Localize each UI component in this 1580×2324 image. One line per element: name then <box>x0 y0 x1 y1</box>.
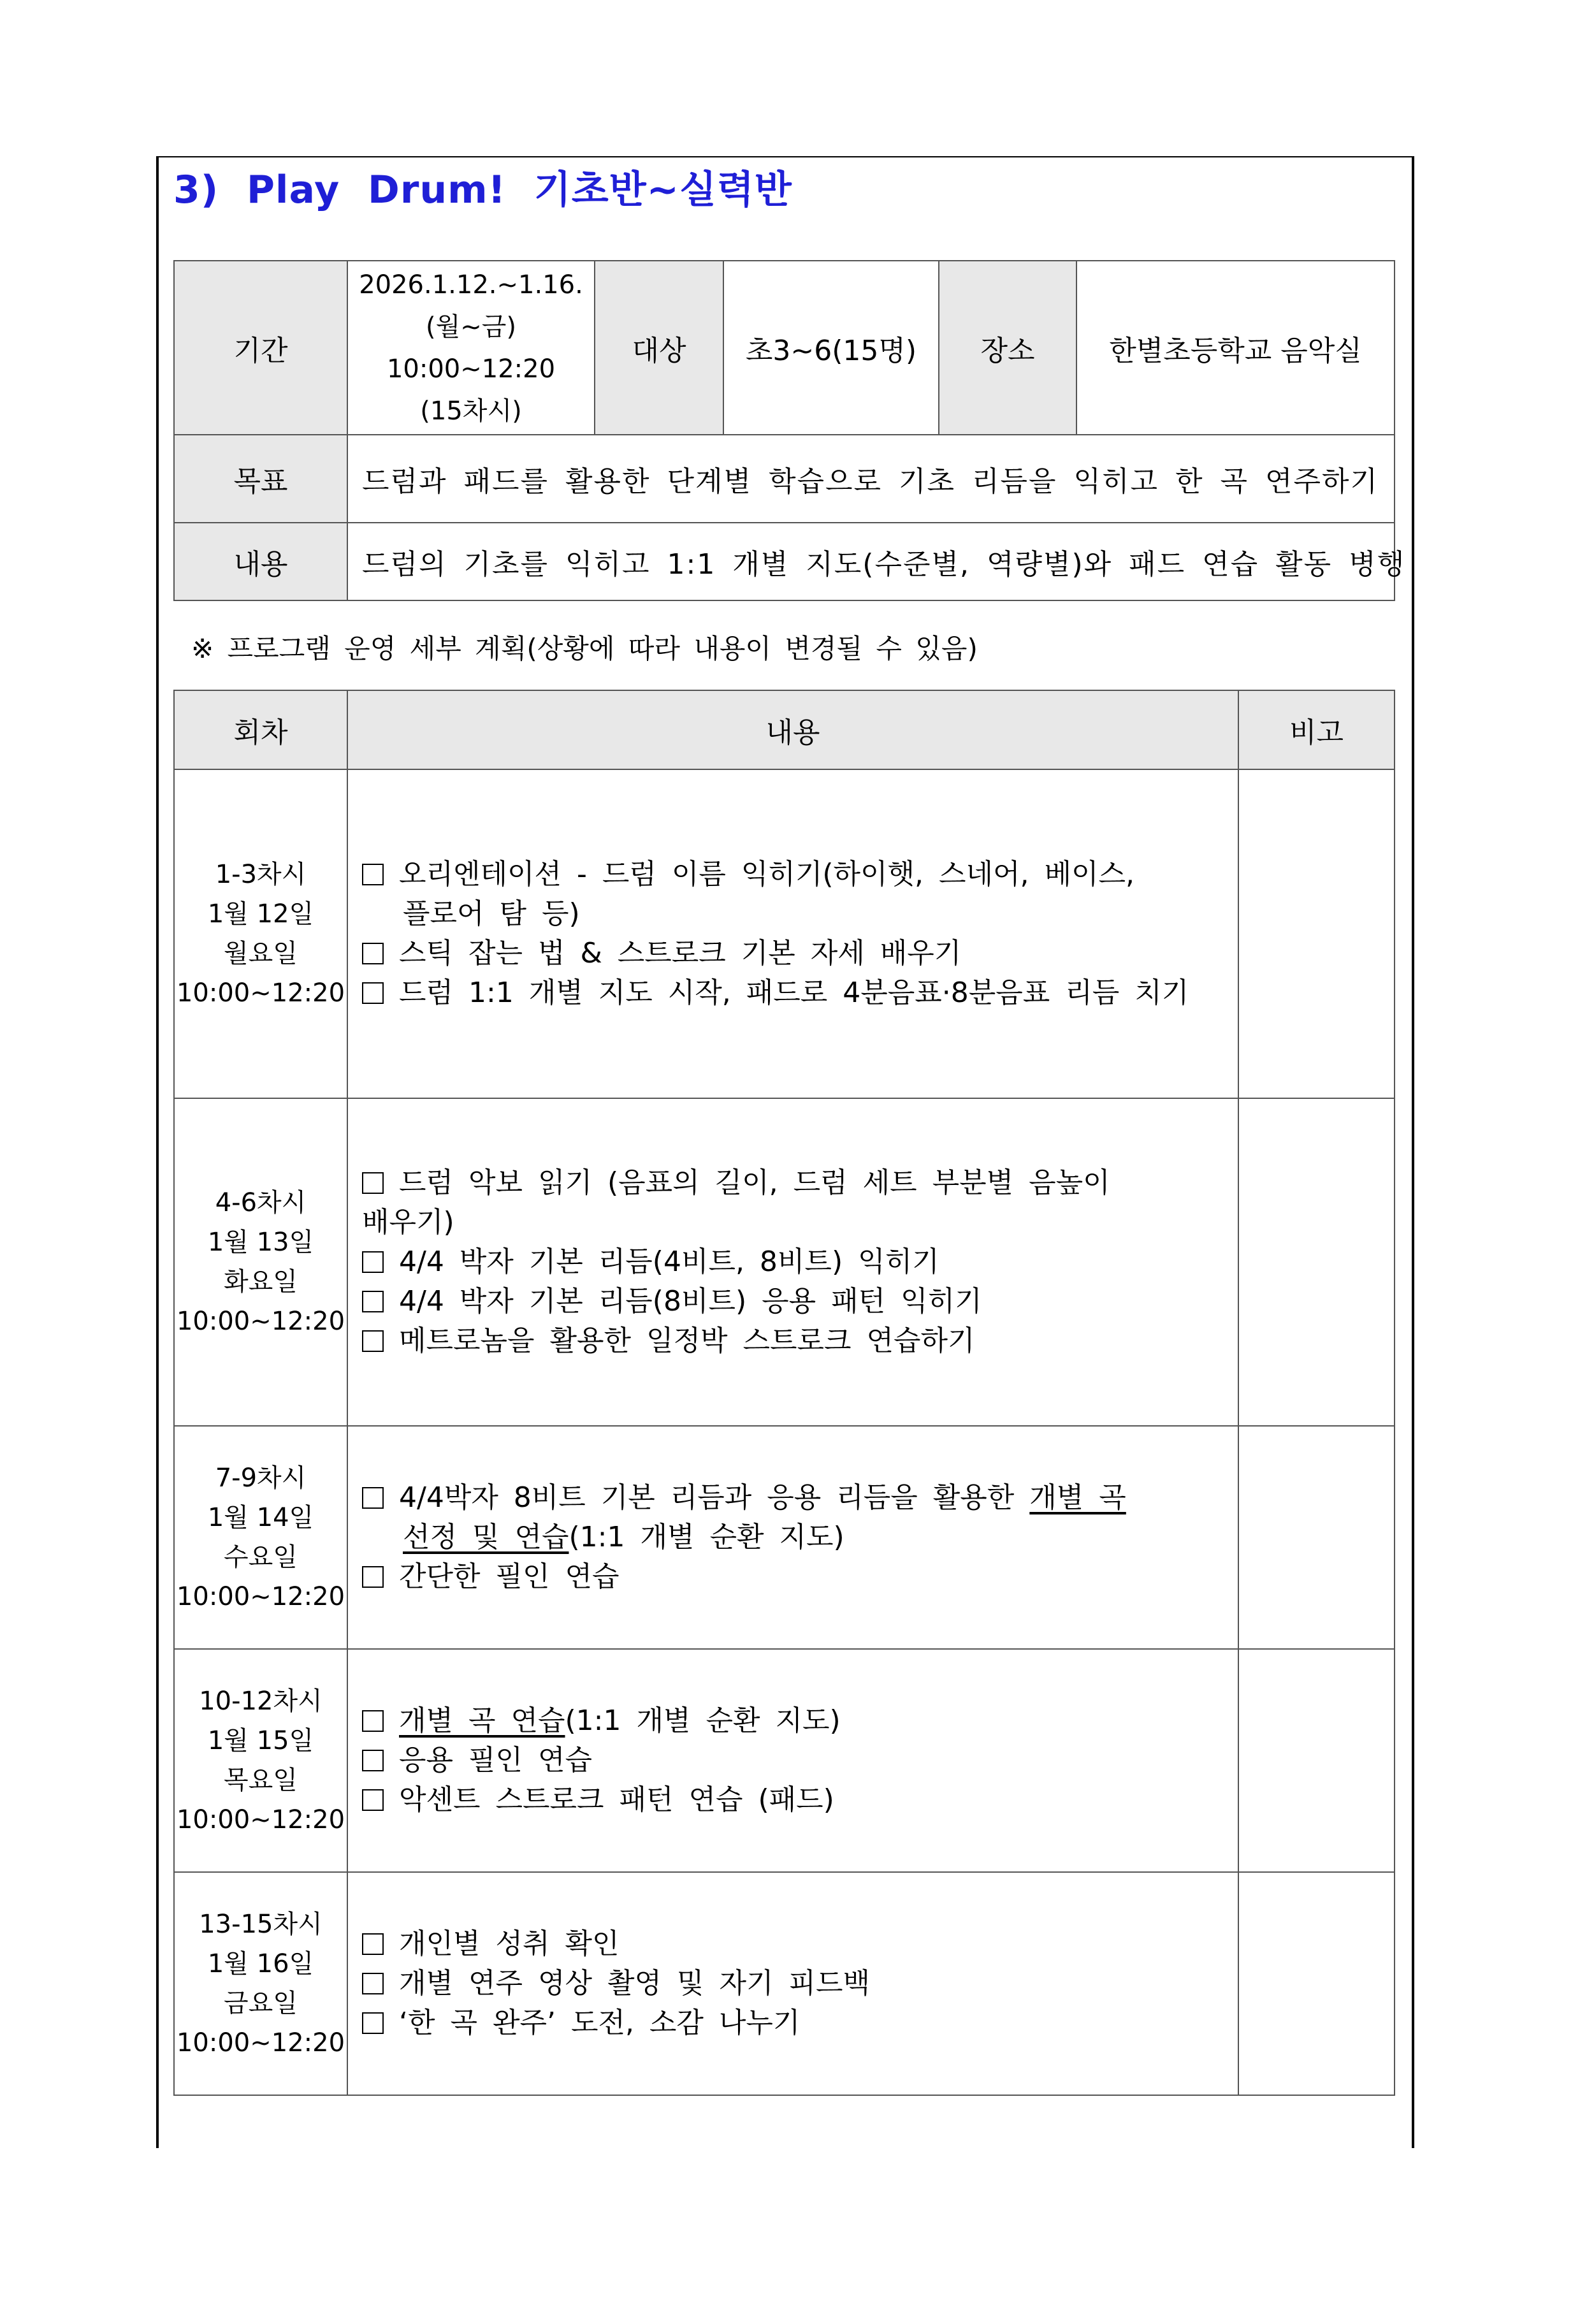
underlined-text: 개별 곡 <box>1029 1481 1126 1514</box>
checkbox-icon <box>362 1487 384 1509</box>
checkbox-icon <box>362 1789 384 1811</box>
list-item: 4/4 박자 기본 리듬(8비트) 응용 패턴 익히기 <box>362 1282 1238 1321</box>
remark-cell <box>1238 1872 1395 2095</box>
period-label: 기간 <box>174 261 347 435</box>
session-time: 10:00~12:20 <box>176 1307 345 1336</box>
remark-cell <box>1238 1426 1395 1649</box>
session-cell <box>174 1098 347 1426</box>
place-label: 장소 <box>939 261 1076 435</box>
session-number: 7-9차시 <box>215 1463 307 1493</box>
schedule-row <box>174 1426 1395 1649</box>
plan-note: ※ 프로그램 운영 세부 계획(상황에 따라 내용이 변경될 수 있음) <box>191 633 978 664</box>
checkbox-icon <box>362 1710 384 1732</box>
session-date: 1월 12일 <box>207 899 314 929</box>
session-date: 1월 13일 <box>207 1228 314 1257</box>
checkbox-icon <box>362 1750 384 1771</box>
session-cell <box>174 1872 347 2095</box>
content-cell <box>347 1649 1238 1872</box>
checkbox-icon <box>362 1973 384 1994</box>
checkbox-icon <box>362 1172 384 1194</box>
underlined-text: 개별 곡 연습 <box>399 1704 565 1737</box>
session-weekday: 수요일 <box>224 1543 298 1572</box>
checkbox-icon <box>362 1330 384 1352</box>
list-item: 4/4박자 8비트 기본 리듬과 응용 리듬을 활용한 개별 곡 <box>362 1478 1238 1518</box>
session-number: 10-12차시 <box>199 1687 323 1716</box>
session-time: 10:00~12:20 <box>176 978 345 1008</box>
content-header: 내용 <box>347 690 1238 769</box>
session-cell <box>174 769 347 1098</box>
list-item-continuation: 배우기) <box>362 1206 454 1238</box>
remark-cell <box>1238 1649 1395 1872</box>
session-number: 4-6차시 <box>215 1188 307 1217</box>
session-cell <box>174 1649 347 1872</box>
content-label: 내용 <box>174 523 347 600</box>
list-item: 메트로놈을 활용한 일정박 스트로크 연습하기 <box>362 1321 1238 1361</box>
list-item: 개별 곡 연습(1:1 개별 순환 지도) <box>362 1701 1238 1741</box>
list-item: 개인별 성취 확인 <box>362 1924 1238 1964</box>
list-item-continuation: 플로어 탐 등) <box>403 897 580 930</box>
remark-header: 비고 <box>1238 690 1395 769</box>
list-item: 스틱 잡는 법 & 스트로크 기본 자세 배우기 <box>362 934 1238 973</box>
session-number: 13-15차시 <box>199 1910 323 1939</box>
content-cell <box>347 1426 1238 1649</box>
period-dates: 2026.1.12.~1.16. <box>359 270 583 300</box>
schedule-row <box>174 769 1395 1098</box>
underlined-text: 선정 및 연습 <box>403 1521 569 1553</box>
list-item-continuation: 선정 및 연습(1:1 개별 순환 지도) <box>403 1521 844 1553</box>
checkbox-icon <box>362 1251 384 1273</box>
section-title: 3) Play Drum! 기초반~실력반 <box>173 168 792 212</box>
list-item: 악센트 스트로크 패턴 연습 (패드) <box>362 1780 1238 1820</box>
session-weekday: 월요일 <box>224 939 298 968</box>
target-label: 대상 <box>595 261 723 435</box>
list-item: 응용 필인 연습 <box>362 1741 1238 1780</box>
schedule-table <box>173 690 1395 2096</box>
session-weekday: 금요일 <box>224 1989 298 2018</box>
schedule-row <box>174 1098 1395 1426</box>
session-number: 1-3차시 <box>215 860 307 889</box>
goal-label: 목표 <box>174 435 347 523</box>
target-value: 초3~6(15명) <box>723 261 939 435</box>
checkbox-icon <box>362 864 384 885</box>
list-item: 간단한 필인 연습 <box>362 1557 1238 1597</box>
schedule-header-row <box>174 690 1395 769</box>
session-time: 10:00~12:20 <box>176 1582 345 1611</box>
goal-value: 드럼과 패드를 활용한 단계별 학습으로 기초 리듬을 익히고 한 곡 연주하기 <box>347 435 1395 523</box>
session-time: 10:00~12:20 <box>176 1805 345 1834</box>
place-value: 한별초등학교 음악실 <box>1076 261 1395 435</box>
content-cell <box>347 1872 1238 2095</box>
remark-cell <box>1238 769 1395 1098</box>
list-item: 드럼 1:1 개별 지도 시작, 패드로 4분음표·8분음표 리듬 치기 <box>362 973 1238 1013</box>
program-info-table <box>173 260 1406 601</box>
period-value <box>347 261 595 435</box>
content-value: 드럼의 기초를 익히고 1:1 개별 지도(수준별, 역량별)와 패드 연습 활동 병행 <box>347 523 1395 600</box>
checkbox-icon <box>362 1933 384 1955</box>
list-item: 오리엔테이션 - 드럼 이름 익히기(하이햇, 스네어, 베이스, <box>362 855 1238 894</box>
session-cell <box>174 1426 347 1649</box>
list-item: 4/4 박자 기본 리듬(4비트, 8비트) 익히기 <box>362 1242 1238 1282</box>
content-cell <box>347 769 1238 1098</box>
session-weekday: 화요일 <box>224 1267 298 1296</box>
session-header: 회차 <box>174 690 347 769</box>
checkbox-icon <box>362 943 384 964</box>
period-sessions: (15차시) <box>420 396 522 426</box>
list-item: 드럼 악보 읽기 (음표의 길이, 드럼 세트 부분별 음높이 <box>362 1163 1238 1203</box>
list-item: 개별 연주 영상 촬영 및 자기 피드백 <box>362 1964 1238 2003</box>
schedule-row <box>174 1872 1395 2095</box>
checkbox-icon <box>362 982 384 1004</box>
schedule-row <box>174 1649 1395 1872</box>
checkbox-icon <box>362 1291 384 1312</box>
list-item: ‘한 곡 완주’ 도전, 소감 나누기 <box>362 2003 1238 2043</box>
session-time: 10:00~12:20 <box>176 2028 345 2058</box>
checkbox-icon <box>362 1566 384 1588</box>
session-weekday: 목요일 <box>224 1766 298 1795</box>
session-date: 1월 15일 <box>207 1726 314 1755</box>
content-cell <box>347 1098 1238 1426</box>
session-date: 1월 16일 <box>207 1949 314 1979</box>
period-days: (월~금) <box>425 312 516 342</box>
checkbox-icon <box>362 2012 384 2034</box>
session-date: 1월 14일 <box>207 1503 314 1532</box>
period-time: 10:00~12:20 <box>386 354 556 384</box>
remark-cell <box>1238 1098 1395 1426</box>
